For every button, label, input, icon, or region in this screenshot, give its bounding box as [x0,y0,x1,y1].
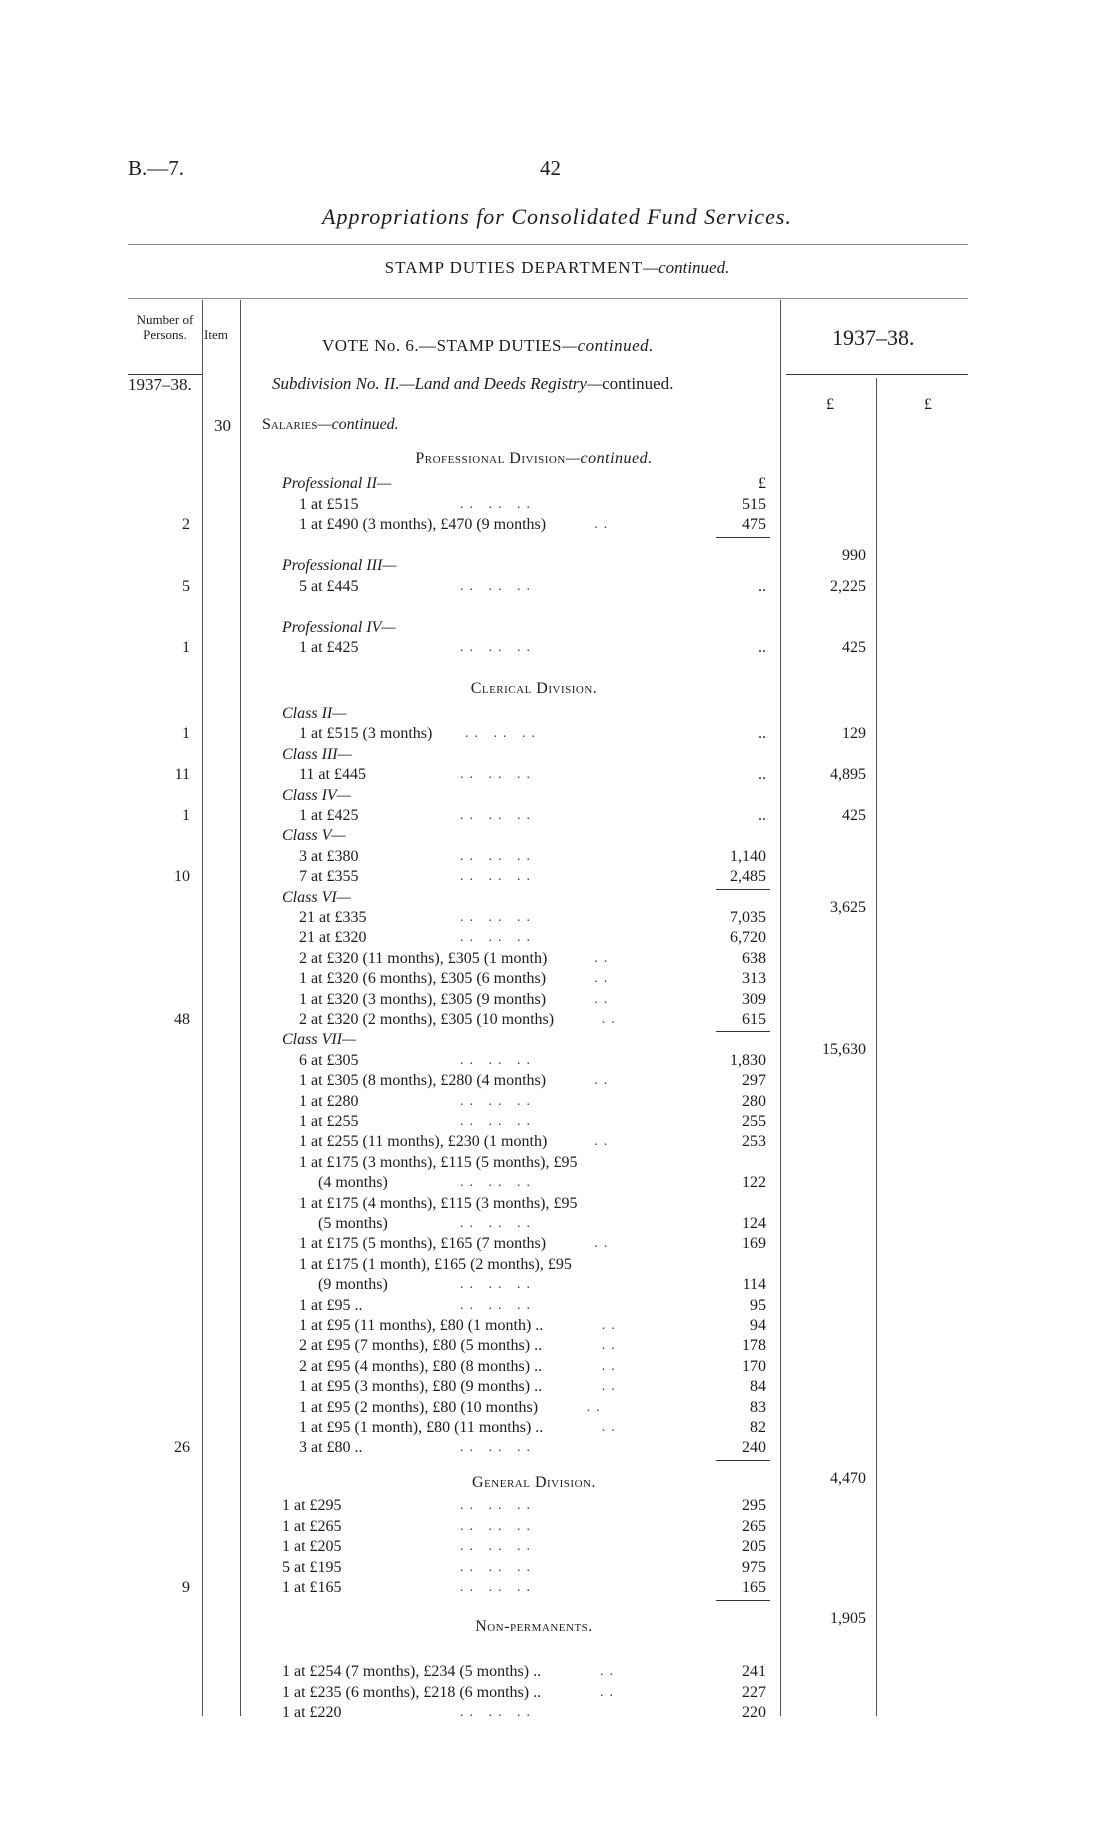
ledger-row [0,765,1114,785]
ledger-row [0,1398,1114,1418]
row-amount: 309 [742,990,766,1008]
row-amount: 170 [742,1357,766,1375]
leader-dots: .. .. .. [460,910,536,925]
leader-dots: .. [600,1664,619,1679]
leader-dots: .. .. .. [460,1559,536,1575]
year-heading: 1937–38. [832,325,915,350]
row-label: 1 at £95 (11 months), £80 (1 month) .. [299,1317,544,1334]
leader-dots: .. [594,950,614,966]
row-subtotal: 990 [842,546,866,564]
row-label: 2 at £320 (2 months), £305 (10 months) [299,1011,555,1028]
row-label: 7 at £355 [299,868,359,886]
row-amount: .. [758,577,766,595]
ledger-row [0,928,1114,948]
title-divider [128,244,968,245]
row-label: 1 at £490 (3 months), £470 (9 months) [299,516,547,533]
leader-dots: .. .. .. [460,1093,536,1109]
row-amount: 122 [742,1174,766,1192]
row-label: 1 at £320 (6 months), £305 (6 months) [299,970,547,988]
leader-dots: .. .. .. [460,869,536,885]
subdivision-continued: continued. [602,374,674,393]
row-label: 1 at £220 [282,1704,342,1721]
row-person-count: 9 [182,1579,190,1596]
row-person-count: 48 [174,1011,190,1028]
row-label: 1 at £425 [299,639,359,656]
row-amount: 615 [742,1011,766,1028]
row-amount: 82 [750,1419,766,1436]
salaries-continued: —continued. [317,416,399,433]
ledger-row [0,826,1114,846]
ledger-row [0,1255,1114,1275]
row-amount: £ [758,475,766,492]
leader-dots: .. [601,1420,621,1435]
row-label: 5 at £195 [282,1558,342,1576]
row-person-count: 5 [182,577,190,595]
professional-division-label: Professional Division [415,450,566,467]
leader-dots: .. .. .. [460,1705,536,1720]
leader-dots: .. .. .. [460,848,536,864]
ledger-row [0,867,1114,887]
subdivision-heading [272,374,673,394]
row-label: 1 at £175 (1 month), £165 (2 months), £95 [299,1255,572,1273]
leader-dots: .. .. .. [460,1518,536,1534]
row-amount: 295 [742,1497,766,1514]
row-label: 1 at £320 (3 months), £305 (9 months) [299,990,547,1008]
row-label: 3 at £80 .. [299,1439,363,1457]
ledger-row [0,969,1114,989]
ledger-row [0,990,1114,1010]
ledger-row [0,1336,1114,1356]
row-subtotal: 4,470 [830,1469,866,1487]
row-label: 1 at £265 [282,1517,342,1535]
row-amount: .. [758,725,766,743]
ledger-row [0,1316,1114,1336]
ledger-row [0,1051,1114,1071]
sum-rule [716,537,770,538]
salaries-label: Salaries [262,416,318,433]
ledger-row [0,1558,1114,1578]
ledger-row [0,1132,1114,1152]
ledger-row [0,1578,1114,1598]
row-label: 1 at £175 (3 months), £115 (5 months), £95 [299,1153,578,1171]
leader-dots: .. .. .. [460,1539,536,1554]
row-label: (9 months) [318,1276,388,1294]
leader-dots: .. [594,1134,614,1150]
row-amount: .. [758,807,766,824]
ledger-row [0,1030,1114,1059]
leader-dots: .. .. .. [460,578,536,594]
row-amount: 265 [742,1517,766,1535]
ledger-row [0,888,1114,916]
professional-division-continued: —continued. [565,450,653,467]
leader-dots: .. .. .. [460,1440,536,1456]
ledger-row [0,1438,1114,1458]
row-label: Professional III— [282,557,397,574]
ledger-row [0,847,1114,867]
row-subtotal: 2,225 [830,577,866,595]
row-amount: 280 [742,1092,766,1110]
clerical-division-heading: Clerical Division. [470,680,598,697]
row-label: 2 at £95 (4 months), £80 (8 months) .. [299,1357,543,1375]
ledger-row [0,786,1114,806]
row-amount: 220 [742,1704,766,1721]
ledger-row [0,949,1114,969]
row-subtotal: 4,895 [830,766,866,784]
row-amount: 124 [742,1215,766,1232]
row-amount: 95 [750,1296,766,1314]
ledger-row [0,908,1114,928]
department-continued: —continued. [642,258,730,277]
row-amount: 83 [750,1398,766,1416]
ledger-row [0,556,1114,576]
row-label: Class VI— [282,888,351,906]
leader-dots: .. .. .. [460,930,536,946]
row-subtotal: 3,625 [830,898,866,916]
leader-dots: .. .. .. [460,808,536,823]
leader-dots: .. .. .. [460,1114,536,1129]
row-label: 11 at £445 [299,766,366,784]
department-name: STAMP DUTIES DEPARTMENT [384,258,643,277]
row-label: 1 at £254 (7 months), £234 (5 months) .. [282,1663,542,1680]
leader-dots: .. .. .. [460,767,536,783]
row-subtotal: 15,630 [822,1041,866,1059]
leader-dots: .. .. .. [460,1580,536,1595]
row-subtotal: 425 [842,639,866,656]
sum-rule [716,889,770,890]
leader-dots: .. [600,1684,619,1700]
row-label: 1 at £515 (3 months) [299,725,433,743]
subdivision-title: Subdivision No. II.—Land and Deeds Registry— [272,374,603,393]
row-person-count: 2 [182,516,190,533]
leader-dots: .. [601,1358,621,1374]
row-subtotal: 129 [842,725,866,743]
year-header-rule [786,374,968,375]
row-amount: 6,720 [730,929,766,947]
row-label: 1 at £95 (1 month), £80 (11 months) .. [299,1419,544,1436]
row-amount: 255 [742,1113,766,1130]
row-label: 5 at £445 [299,577,359,595]
row-label: Professional II— [282,475,392,492]
leader-dots: .. .. .. [460,496,536,512]
persons-year-label: 1937–38. [128,375,192,394]
row-label: Class III— [282,745,352,763]
row-amount: 240 [742,1439,766,1457]
sum-rule [716,1031,770,1032]
row-label: Class IV— [282,786,351,804]
leader-dots: .. .. .. [460,640,536,655]
ledger-row [0,577,1114,597]
row-amount: 169 [742,1235,766,1253]
ledger-row [0,638,1114,658]
ledger-row [0,724,1114,744]
leader-dots: .. [594,991,614,1007]
ledger-row [0,1092,1114,1112]
row-label: 1 at £165 [282,1579,342,1596]
ledger-row [0,474,1114,494]
ledger-row [0,1418,1114,1438]
table-top-rule [128,298,968,299]
row-amount: 1,830 [730,1051,766,1069]
leader-dots: .. [601,1318,621,1333]
row-person-count: 1 [182,725,190,743]
row-label: 1 at £95 (3 months), £80 (9 months) .. [299,1378,543,1396]
pound-heading-left: £ [826,396,834,413]
leader-dots: .. .. .. [460,1052,536,1068]
row-label: 3 at £380 [299,847,359,865]
item-heading: Item [204,327,228,342]
ledger-row [0,1377,1114,1397]
ledger-row [0,536,1114,564]
ledger-row [0,618,1114,638]
row-amount: 638 [742,949,766,967]
ledger-row [0,1662,1114,1682]
row-label: 1 at £175 (4 months), £115 (3 months), £95 [299,1194,578,1212]
ledger-row [0,1153,1114,1173]
row-amount: 1,140 [730,847,766,865]
leader-dots: .. .. .. [460,1175,536,1191]
ledger-row [0,1496,1114,1516]
ledger-row [0,1296,1114,1316]
leader-dots: .. [594,517,614,532]
ledger-row [0,1275,1114,1295]
leader-dots: .. [601,1012,621,1027]
item-number: 30 [214,416,231,435]
pound-heading-right: £ [924,396,932,413]
page-number: 42 [540,156,561,180]
row-label: (4 months) [318,1174,388,1192]
row-amount: 475 [742,516,766,533]
ledger-row [0,1234,1114,1254]
row-label: Class II— [282,705,347,722]
ledger-row [0,1214,1114,1234]
row-label: 1 at £235 (6 months), £218 (6 months) .. [282,1683,542,1701]
vote-continued: —continued. [561,336,654,355]
row-label: 1 at £280 [299,1092,359,1110]
row-amount: 313 [742,970,766,988]
row-label: Class VII— [282,1031,357,1049]
row-person-count: 1 [182,639,190,656]
row-amount: 297 [742,1072,766,1090]
ledger-row [0,1194,1114,1214]
ledger-row [0,1357,1114,1377]
row-label: 1 at £295 [282,1497,342,1514]
row-label: 1 at £425 [299,807,359,824]
row-amount: 515 [742,495,766,513]
row-person-count: 1 [182,807,190,824]
row-person-count: 10 [174,868,190,886]
vote-heading [322,336,654,356]
non-permanents-heading: Non-permanents. [475,1618,593,1635]
salaries-heading [262,416,399,434]
leader-dots: .. .. .. [465,726,541,742]
row-person-count: 11 [174,766,190,784]
row-label: 21 at £335 [299,909,367,926]
general-division-heading: General Division. [472,1474,596,1491]
row-amount: 241 [742,1663,766,1680]
sum-rule [716,1460,770,1461]
leader-dots: .. [594,1236,614,1252]
row-label: 1 at £175 (5 months), £165 (7 months) [299,1235,547,1253]
row-amount: 7,035 [730,909,766,926]
ledger-row [0,515,1114,535]
leader-dots: .. .. .. [460,1277,536,1293]
row-label: 6 at £305 [299,1051,359,1069]
ledger-row [0,1071,1114,1091]
row-label: 2 at £95 (7 months), £80 (5 months) .. [299,1337,543,1355]
professional-division-heading [272,450,796,468]
leader-dots: .. [601,1338,621,1354]
row-amount: .. [758,639,766,656]
ledger-row [0,1683,1114,1703]
ledger-row [0,1517,1114,1537]
row-amount: 2,485 [730,868,766,886]
row-subtotal: 425 [842,807,866,824]
ledger-row [0,806,1114,826]
leader-dots: .. .. .. [460,1216,536,1231]
row-label: 1 at £205 [282,1538,342,1555]
row-amount: 253 [742,1133,766,1151]
leader-dots: .. .. .. [460,1297,536,1313]
document-reference: B.—7. [128,156,185,180]
row-label: 1 at £95 .. [299,1296,363,1314]
row-label: 1 at £305 (8 months), £280 (4 months) [299,1072,547,1090]
row-amount: 114 [742,1276,766,1294]
row-amount: 975 [742,1558,766,1576]
leader-dots: .. [586,1399,606,1415]
row-label: (5 months) [318,1215,388,1232]
page-title: Appropriations for Consolidated Fund Services. [322,204,792,229]
ledger-row [0,495,1114,515]
row-label: 21 at £320 [299,929,367,947]
sum-rule [716,1600,770,1601]
row-amount: 94 [750,1317,766,1334]
ledger-row [0,1703,1114,1723]
row-amount: 178 [742,1337,766,1355]
row-label: 1 at £255 (11 months), £230 (1 month) [299,1133,548,1151]
row-person-count: 26 [174,1439,190,1457]
row-amount: 227 [742,1683,766,1701]
row-amount: .. [758,766,766,784]
number-of-persons-heading: Number of Persons. [136,312,194,342]
ledger-row [0,1010,1114,1030]
ledger-row [0,704,1114,724]
row-label: Class V— [282,827,346,845]
row-amount: 165 [742,1579,766,1596]
leader-dots: .. [601,1379,621,1395]
row-subtotal: 1,905 [830,1609,866,1627]
row-label: 1 at £95 (2 months), £80 (10 months) [299,1398,539,1416]
row-label: 1 at £255 [299,1113,359,1130]
ledger-row [0,1537,1114,1557]
ledger-row [0,597,1114,617]
row-label: 1 at £515 [299,495,359,513]
row-amount: 84 [750,1378,766,1396]
department-heading [0,258,1114,278]
vote-title: VOTE No. 6.—STAMP DUTIES [322,336,562,355]
row-amount: 205 [742,1538,766,1555]
ledger-row [0,745,1114,765]
row-label: 2 at £320 (11 months), £305 (1 month) [299,949,548,967]
leader-dots: .. [594,971,614,987]
leader-dots: .. .. .. [460,1498,536,1513]
ledger-row [0,1173,1114,1193]
leader-dots: .. [594,1073,614,1089]
ledger-row [0,1112,1114,1132]
row-label: Professional IV— [282,618,396,636]
